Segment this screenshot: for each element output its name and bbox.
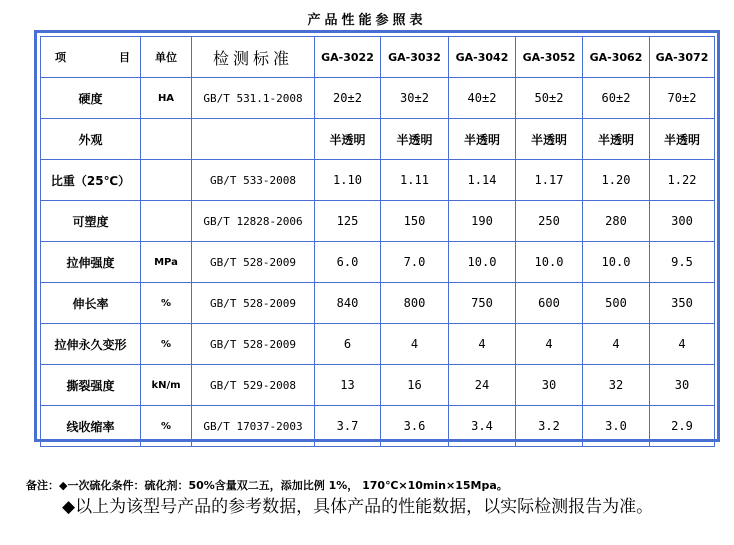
header-item [41, 37, 141, 78]
header-item-left: 项 [55, 51, 66, 64]
row-value: 40±2 [449, 78, 516, 119]
row-value: 32 [583, 365, 650, 406]
table-row [41, 406, 715, 447]
row-unit [141, 119, 192, 160]
header-model: GA-3052 [516, 37, 583, 78]
row-property-name: 线收缩率 [41, 406, 141, 447]
table-row [41, 201, 715, 242]
header-model: GA-3022 [315, 37, 381, 78]
table-row [41, 78, 715, 119]
table-row [41, 119, 715, 160]
row-value: 3.6 [381, 406, 449, 447]
row-value: 3.4 [449, 406, 516, 447]
header-unit: 单位 [141, 37, 192, 78]
row-value: 10.0 [583, 242, 650, 283]
row-value: 6.0 [315, 242, 381, 283]
row-test-standard: GB/T 528-2009 [192, 242, 315, 283]
row-unit: MPa [141, 242, 192, 283]
row-value: 16 [381, 365, 449, 406]
row-test-standard: GB/T 531.1-2008 [192, 78, 315, 119]
row-value: 280 [583, 201, 650, 242]
row-value: 半透明 [449, 119, 516, 160]
row-value: 10.0 [449, 242, 516, 283]
row-value: 7.0 [381, 242, 449, 283]
row-value: 150 [381, 201, 449, 242]
row-property-name: 硬度 [41, 78, 141, 119]
table-row [41, 283, 715, 324]
header-standard: 检测标准 [192, 37, 315, 78]
table-row [41, 242, 715, 283]
row-value: 800 [381, 283, 449, 324]
row-property-name: 拉伸强度 [41, 242, 141, 283]
row-value: 4 [583, 324, 650, 365]
header-model: GA-3072 [650, 37, 715, 78]
row-property-name: 可塑度 [41, 201, 141, 242]
row-value: 3.0 [583, 406, 650, 447]
row-unit [141, 201, 192, 242]
row-value: 300 [650, 201, 715, 242]
table-header-row [41, 37, 715, 78]
row-test-standard: GB/T 533-2008 [192, 160, 315, 201]
row-test-standard: GB/T 17037-2003 [192, 406, 315, 447]
row-value: 4 [449, 324, 516, 365]
row-value: 60±2 [583, 78, 650, 119]
row-value: 125 [315, 201, 381, 242]
header-model: GA-3062 [583, 37, 650, 78]
note-vulcanization: 备注：◆一次硫化条件：硫化剂：50%含量双二五，添加比例 1%， 170℃×10min×15Mpa。 [26, 479, 508, 492]
row-property-name: 拉伸永久变形 [41, 324, 141, 365]
table-row [41, 365, 715, 406]
row-value: 350 [650, 283, 715, 324]
row-unit: HA [141, 78, 192, 119]
note-reference-text: ◆以上为该型号产品的参考数据，具体产品的性能数据，以实际检测报告为准。 [62, 497, 654, 517]
row-test-standard: GB/T 528-2009 [192, 324, 315, 365]
row-test-standard [192, 119, 315, 160]
header-model: GA-3032 [381, 37, 449, 78]
spec-table [40, 36, 715, 447]
row-value: 750 [449, 283, 516, 324]
row-value: 250 [516, 201, 583, 242]
row-value: 4 [516, 324, 583, 365]
row-value: 9.5 [650, 242, 715, 283]
row-value: 1.10 [315, 160, 381, 201]
table-row [41, 324, 715, 365]
row-value: 13 [315, 365, 381, 406]
row-value: 半透明 [381, 119, 449, 160]
row-value: 500 [583, 283, 650, 324]
row-value: 24 [449, 365, 516, 406]
spec-table-frame [34, 30, 720, 442]
row-value: 3.7 [315, 406, 381, 447]
page-title: 产品性能参照表 [307, 13, 427, 28]
row-value: 10.0 [516, 242, 583, 283]
row-value: 半透明 [583, 119, 650, 160]
row-value: 1.17 [516, 160, 583, 201]
row-value: 30±2 [381, 78, 449, 119]
row-property-name: 比重（25℃） [41, 160, 141, 201]
row-value: 3.2 [516, 406, 583, 447]
row-value: 190 [449, 201, 516, 242]
row-value: 70±2 [650, 78, 715, 119]
row-value: 6 [315, 324, 381, 365]
row-value: 1.11 [381, 160, 449, 201]
row-property-name: 撕裂强度 [41, 365, 141, 406]
row-value: 50±2 [516, 78, 583, 119]
row-value: 30 [650, 365, 715, 406]
row-value: 2.9 [650, 406, 715, 447]
row-test-standard: GB/T 529-2008 [192, 365, 315, 406]
row-unit: % [141, 406, 192, 447]
row-unit: % [141, 283, 192, 324]
row-unit: % [141, 324, 192, 365]
row-value: 20±2 [315, 78, 381, 119]
row-test-standard: GB/T 12828-2006 [192, 201, 315, 242]
row-value: 半透明 [650, 119, 715, 160]
row-value: 半透明 [516, 119, 583, 160]
header-model: GA-3042 [449, 37, 516, 78]
header-item-right: 目 [119, 51, 130, 64]
row-unit [141, 160, 192, 201]
row-value: 1.14 [449, 160, 516, 201]
row-property-name: 外观 [41, 119, 141, 160]
row-property-name: 伸长率 [41, 283, 141, 324]
row-value: 840 [315, 283, 381, 324]
row-value: 1.22 [650, 160, 715, 201]
row-value: 半透明 [315, 119, 381, 160]
row-value: 4 [650, 324, 715, 365]
row-value: 4 [381, 324, 449, 365]
row-test-standard: GB/T 528-2009 [192, 283, 315, 324]
note-reference [36, 496, 716, 518]
row-value: 600 [516, 283, 583, 324]
row-value: 1.20 [583, 160, 650, 201]
row-value: 30 [516, 365, 583, 406]
table-row [41, 160, 715, 201]
row-unit: kN/m [141, 365, 192, 406]
